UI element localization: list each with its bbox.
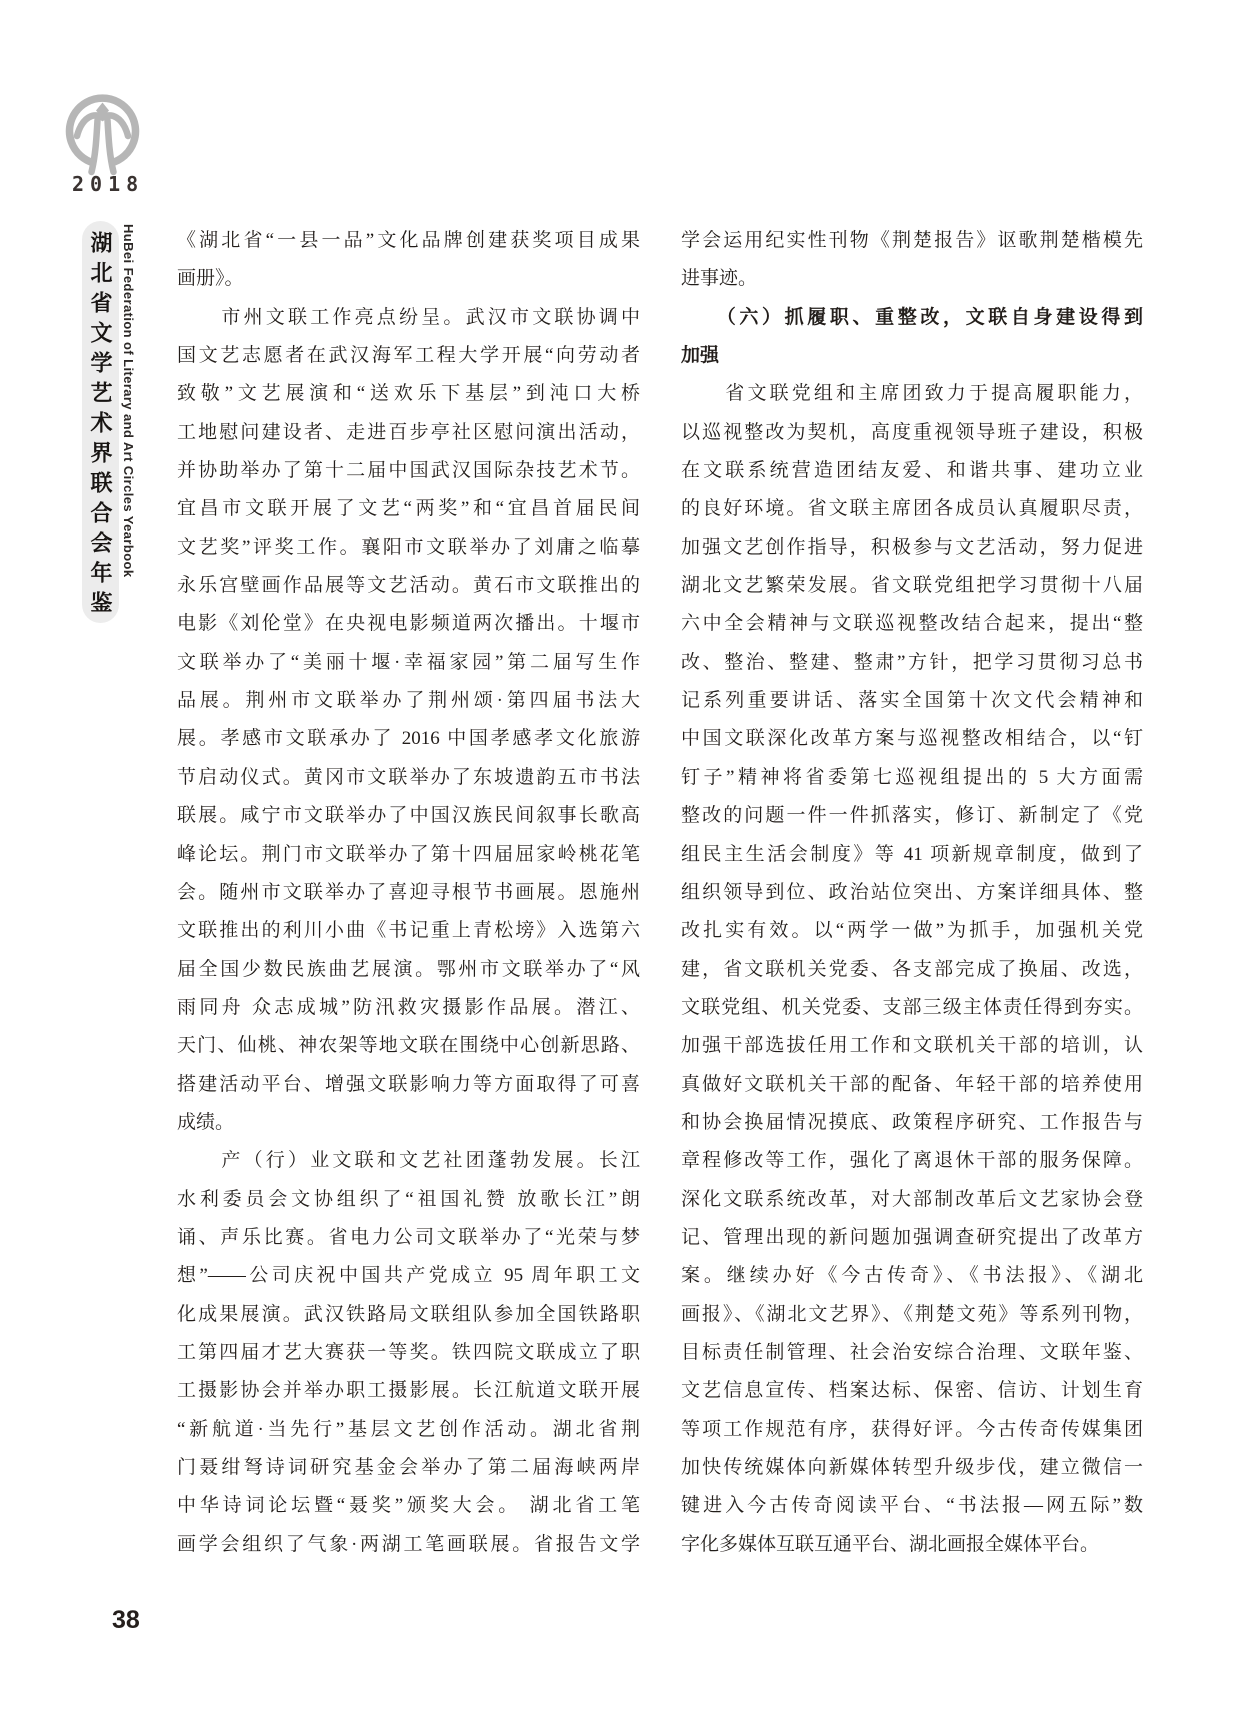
logo-year: 2018: [72, 172, 145, 196]
text-line: 化成果展演。武汉铁路局文联组队参加全国铁路职: [177, 1303, 640, 1325]
text-line: 记、管理出现的新问题加强调查研究提出了改革方: [681, 1226, 1143, 1248]
text-line: 文艺信息宣传、档案达标、保密、信访、计划生育: [681, 1380, 1143, 1402]
text-line: 届全国少数民族曲艺展演。鄂州市文联举办了“风: [177, 958, 640, 980]
text-line: 钉子”精神将省委第七巡视组提出的 5 大方面需: [681, 766, 1143, 788]
section-heading-line: （六）抓履职、重整改，文联自身建设得到: [681, 306, 1143, 328]
text-line: 门聂绀弩诗词研究基金会举办了第二届海峡两岸: [177, 1457, 640, 1478]
text-line: 永乐宫壁画作品展等文艺活动。黄石市文联推出的: [177, 575, 640, 597]
text-line: 《湖北省“一县一品”文化品牌创建获奖项目成果: [177, 230, 640, 251]
text-line: 组民主生活会制度》等 41 项新规章制度，做到了: [681, 843, 1143, 865]
text-line: 文联举办了“美丽十堰·幸福家园”第二届写生作: [177, 651, 640, 673]
text-line: 改扎实有效。以“两学一做”为抓手，加强机关党: [681, 920, 1143, 942]
text-line: 工第四届才艺大赛获一等奖。铁四院文联成立了职: [177, 1341, 640, 1363]
right-text-column: [681, 222, 1143, 1564]
text-line: “新航道·当先行”基层文艺创作活动。湖北省荆: [177, 1418, 640, 1440]
text-line: 国文艺志愿者在武汉海军工程大学开展“向劳动者: [177, 345, 640, 367]
federation-logo: [62, 90, 144, 182]
text-line: 深化文联系统改革，对大部制改革后文艺家协会登: [681, 1188, 1143, 1210]
text-line: 省文联党组和主席团致力于提高履职能力，: [681, 383, 1143, 405]
text-line: 字化多媒体互联互通平台、湖北画报全媒体平台。: [681, 1533, 1100, 1555]
text-line: 等项工作规范有序，获得好评。今古传奇传媒集团: [681, 1418, 1143, 1440]
text-line: 峰论坛。荆门市文联举办了第十四届屈家岭桃花笔: [177, 843, 640, 865]
text-line: 章程修改等工作，强化了离退休干部的服务保障。: [681, 1150, 1143, 1172]
text-line: 加快传统媒体向新媒体转型升级步伐，建立微信一: [681, 1457, 1143, 1478]
text-line: 电影《刘伦堂》在央视电影频道两次播出。十堰市: [177, 613, 640, 635]
text-line: 节启动仪式。黄冈市文联举办了东坡遗韵五市书法: [177, 766, 640, 788]
text-line: 进事迹。: [681, 268, 758, 290]
text-line: 真做好文联机关干部的配备、年轻干部的培养使用: [681, 1073, 1143, 1095]
text-line: 成绩。: [177, 1111, 235, 1133]
text-line: 画报》、《湖北文艺界》、《荆楚文苑》等系列刊物，: [681, 1303, 1143, 1325]
text-line: 工地慰问建设者、走进百步亭社区慰问演出活动，: [177, 421, 640, 443]
text-line: 会。随州市文联举办了喜迎寻根节书画展。恩施州: [177, 881, 640, 903]
text-line: 中华诗词论坛暨“聂奖”颁奖大会。 湖北省工笔: [177, 1495, 640, 1517]
text-line: 学会运用纪实性刊物《荆楚报告》讴歌荆楚楷模先: [681, 230, 1143, 251]
text-line: 水利委员会文协组织了“祖国礼赞 放歌长江”朗: [177, 1188, 640, 1210]
text-line: 工摄影协会并举办职工摄影展。长江航道文联开展: [177, 1380, 640, 1402]
text-line: 组织领导到位、政治站位突出、方案详细具体、整: [681, 881, 1143, 903]
text-line: 联展。咸宁市文联举办了中国汉族民间叙事长歌高: [177, 805, 640, 827]
text-line: 天门、仙桃、神农架等地文联在围绕中心创新思路、: [177, 1035, 640, 1057]
sidebar-english-title: HuBei Federation of Literary and Art Circles Yearbook: [121, 224, 136, 578]
text-line: 记系列重要讲话、落实全国第十次文代会精神和: [681, 690, 1143, 712]
text-line: 想”——公司庆祝中国共产党成立 95 周年职工文: [177, 1265, 640, 1287]
text-line: 建，省文联机关党委、各支部完成了换届、改选，: [681, 958, 1143, 980]
text-line: 的良好环境。省文联主席团各成员认真履职尽责，: [681, 498, 1143, 520]
text-line: 文艺奖”评奖工作。襄阳市文联举办了刘庸之临摹: [177, 536, 640, 558]
left-text-column: [177, 222, 640, 1564]
text-line: 画册》。: [177, 268, 244, 290]
section-heading-line: 加强: [681, 345, 720, 367]
text-line: 在文联系统营造团结友爱、和谐共事、建功立业: [681, 460, 1143, 482]
text-line: 改、整治、整建、整肃”方针，把学习贯彻习总书: [681, 651, 1143, 673]
text-line: 雨同舟 众志成城”防汛救灾摄影作品展。潜江、: [177, 996, 640, 1018]
text-line: 加强干部选拔任用工作和文联机关干部的培训，认: [681, 1035, 1143, 1057]
text-line: 画学会组织了气象·两湖工笔画联展。省报告文学: [177, 1533, 640, 1555]
text-line: 六中全会精神与文联巡视整改结合起来，提出“整: [681, 613, 1143, 635]
text-line: 和协会换届情况摸底、政策程序研究、工作报告与: [681, 1111, 1143, 1133]
text-line: 以巡视整改为契机，高度重视领导班子建设，积极: [681, 421, 1143, 443]
text-line: 目标责任制管理、社会治安综合治理、文联年鉴、: [681, 1341, 1143, 1363]
text-line: 整改的问题一件一件抓落实，修订、新制定了《党: [681, 805, 1143, 827]
text-line: 诵、声乐比赛。省电力公司文联举办了“光荣与梦: [177, 1226, 640, 1248]
federation-logo-icon: [62, 90, 144, 182]
text-line: 键进入今古传奇阅读平台、“书法报—网五际”数: [681, 1495, 1143, 1517]
text-line: 致敬”文艺展演和“送欢乐下基层”到沌口大桥: [177, 383, 640, 405]
text-line: 案。继续办好《今古传奇》、《书法报》、《湖北: [681, 1265, 1143, 1287]
text-line: 产（行）业文联和文艺社团蓬勃发展。长江: [177, 1150, 640, 1172]
text-line: 文联党组、机关党委、支部三级主体责任得到夯实。: [681, 996, 1143, 1018]
sidebar-chinese-title: 湖北省文学艺术界联合会年鉴: [82, 221, 119, 623]
text-line: 展。孝感市文联承办了 2016 中国孝感孝文化旅游: [177, 728, 640, 750]
text-line: 并协助举办了第十二届中国武汉国际杂技艺术节。: [177, 460, 640, 482]
text-line: 市州文联工作亮点纷呈。武汉市文联协调中: [177, 306, 640, 328]
text-line: 品展。荆州市文联举办了荆州颂·第四届书法大: [177, 690, 640, 712]
text-line: 文联推出的利川小曲《书记重上青松塝》入选第六: [177, 920, 640, 942]
page-number: 38: [112, 1606, 140, 1634]
text-line: 中国文联深化改革方案与巡视整改相结合，以“钉: [681, 728, 1143, 750]
text-line: 湖北文艺繁荣发展。省文联党组把学习贯彻十八届: [681, 575, 1143, 597]
text-line: 加强文艺创作指导，积极参与文艺活动，努力促进: [681, 536, 1143, 558]
text-line: 搭建活动平台、增强文联影响力等方面取得了可喜: [177, 1073, 640, 1095]
text-line: 宜昌市文联开展了文艺“两奖”和“宜昌首届民间: [177, 498, 640, 520]
